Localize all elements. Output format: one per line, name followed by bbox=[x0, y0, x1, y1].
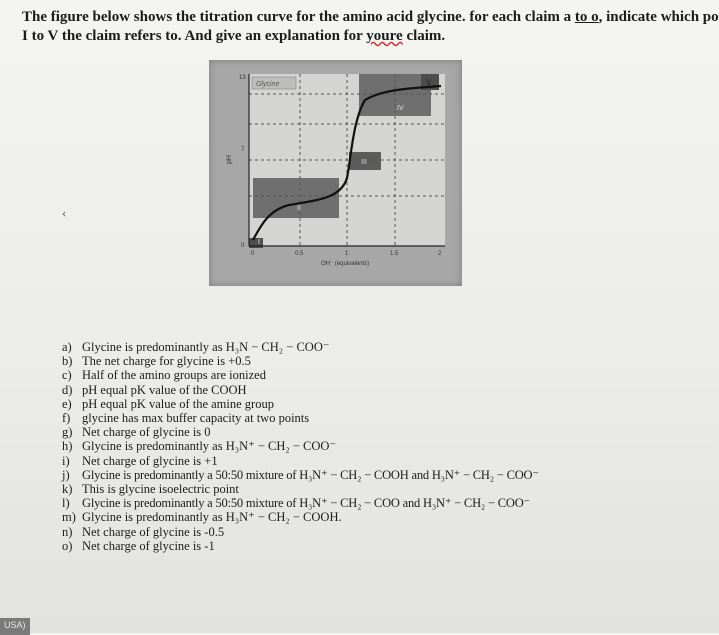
region-label-i: I bbox=[258, 239, 260, 246]
claim-text: Net charge of glycine is 0 bbox=[82, 425, 211, 440]
claim-letter: l) bbox=[62, 496, 70, 511]
region-label-iii: III bbox=[361, 159, 367, 166]
question-text-2-end: claim. bbox=[402, 28, 446, 44]
titration-curve-graph bbox=[209, 60, 462, 286]
claims-list bbox=[62, 340, 539, 553]
claim-letter: g) bbox=[62, 425, 73, 440]
claim-letter: c) bbox=[62, 368, 72, 383]
claim-letter: e) bbox=[62, 396, 72, 411]
question-text-2: I to V the claim refers to. And give an explanation for bbox=[22, 28, 367, 44]
claim-text: Glycine is predominantly as H₃N⁺ − CH₂ − COO⁻ bbox=[82, 439, 337, 454]
y-tick-7: 7 bbox=[241, 147, 245, 153]
x-tick-2: 2 bbox=[438, 251, 442, 257]
y-tick-13: 13 bbox=[239, 75, 246, 81]
claim-k bbox=[62, 482, 539, 496]
claim-letter: i) bbox=[62, 453, 70, 468]
x-axis-label: OH⁻ (equivalents) bbox=[321, 261, 370, 267]
claim-i bbox=[62, 454, 539, 468]
x-tick-1: 1 bbox=[345, 251, 349, 257]
x-tick-0-5: 0.5 bbox=[295, 251, 304, 257]
claim-c bbox=[62, 368, 539, 382]
claim-letter: h) bbox=[62, 439, 73, 454]
claim-m bbox=[62, 510, 539, 524]
claim-text: pH equal pK value of the amine group bbox=[82, 396, 274, 411]
claim-text: Net charge of glycine is -0.5 bbox=[82, 524, 225, 539]
claim-letter: n) bbox=[62, 524, 73, 539]
claim-f bbox=[62, 411, 539, 425]
legend-label: Glycine bbox=[256, 81, 280, 88]
claim-letter: m) bbox=[62, 510, 76, 525]
claim-text: Glycine is predominantly a 50:50 mixture of H₃N⁺ − CH₂ − COOH and H₃N⁺ − CH₂ − COO⁻ bbox=[82, 467, 539, 482]
region-label-v: V bbox=[426, 78, 432, 87]
claim-text: Half of the amino groups are ionized bbox=[82, 368, 266, 383]
claim-e bbox=[62, 397, 539, 411]
claim-text: Net charge of glycine is -1 bbox=[82, 538, 215, 553]
watermark-label: USA) bbox=[0, 618, 30, 635]
y-tick-0: 0 bbox=[241, 243, 245, 249]
question-line-2 bbox=[22, 27, 712, 46]
claim-o bbox=[62, 539, 539, 553]
x-tick-0: 0 bbox=[251, 251, 255, 257]
misspelled-word: youre bbox=[366, 28, 403, 44]
claim-letter: d) bbox=[62, 382, 73, 397]
claim-b bbox=[62, 354, 539, 368]
claim-text: This is glycine isoelectric point bbox=[82, 482, 239, 497]
claim-letter: k) bbox=[62, 482, 73, 497]
stray-mark: ‹ bbox=[62, 205, 67, 220]
claim-text: Net charge of glycine is +1 bbox=[82, 453, 218, 468]
question-text-cont: , indicate which po bbox=[598, 9, 719, 25]
y-axis-label: pH bbox=[226, 155, 233, 164]
claim-g bbox=[62, 425, 539, 439]
x-tick-1-5: 1.5 bbox=[390, 251, 399, 257]
claim-letter: b) bbox=[62, 354, 73, 369]
underlined-range: to o bbox=[574, 9, 599, 25]
question-line-1 bbox=[22, 8, 719, 27]
claim-letter: o) bbox=[62, 538, 73, 553]
titration-figure bbox=[209, 60, 462, 286]
claim-a bbox=[62, 340, 539, 354]
claim-letter: j) bbox=[62, 467, 70, 482]
claim-letter: f) bbox=[62, 411, 71, 426]
question-text: The figure below shows the titration curve for the amino acid glycine. for each claim a bbox=[22, 9, 575, 25]
claim-d bbox=[62, 383, 539, 397]
question-header bbox=[22, 8, 719, 46]
claim-letter: a) bbox=[62, 340, 72, 354]
claim-n bbox=[62, 525, 539, 539]
claim-text: pH equal pK value of the COOH bbox=[82, 382, 247, 397]
claim-text: Glycine is predominantly a 50:50 mixture of H₃N⁺ − CH₂ − COO and H₃N⁺ − CH₂ − COO⁻ bbox=[82, 496, 530, 511]
claim-text: glycine has max buffer capacity at two points bbox=[82, 411, 310, 426]
claim-text: The net charge for glycine is +0.5 bbox=[82, 354, 251, 369]
claim-j bbox=[62, 468, 539, 482]
region-label-ii: II bbox=[297, 205, 301, 212]
claim-l bbox=[62, 496, 539, 510]
region-label-iv: IV bbox=[397, 105, 404, 112]
claim-text: Glycine is predominantly as H₃N − CH₂ − COO⁻ bbox=[82, 340, 330, 354]
claim-text: Glycine is predominantly as H₃N⁺ − CH₂ − COOH. bbox=[82, 510, 342, 525]
claim-h bbox=[62, 439, 539, 453]
